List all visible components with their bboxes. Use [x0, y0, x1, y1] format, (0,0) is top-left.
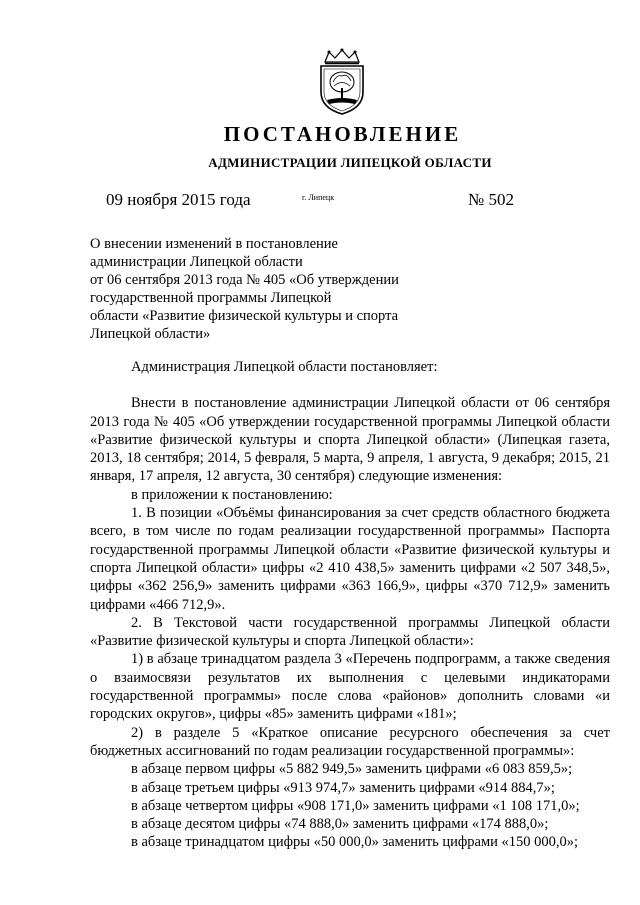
subject-line: администрации Липецкой области	[90, 254, 303, 270]
body-paragraph: 2. В Текстовой части государственной программы Липецкой области «Развитие физической культуры и спорта Липецкой области»:	[90, 614, 610, 650]
document-city: г. Липецк	[302, 193, 335, 202]
body-paragraph: в абзаце тринадцатом цифры «50 000,0» заменить цифрами «150 000,0»;	[131, 834, 579, 851]
body-paragraph: в абзаце десятом цифры «74 888,0» заменить цифрами «174 888,0»;	[131, 816, 549, 833]
body-paragraph: в абзаце четвертом цифры «908 171,0» заменить цифрами «1 108 171,0»;	[131, 797, 580, 814]
body-paragraph: в абзаце третьем цифры «913 974,7» заменить цифрами «914 884,7»;	[131, 779, 555, 796]
body-paragraph: в абзаце первом цифры «5 882 949,5» заменить цифрами «6 083 859,5»;	[131, 761, 573, 778]
document-body	[90, 358, 610, 852]
body-paragraph: Администрация Липецкой области постановляет:	[131, 359, 438, 375]
document-date: 09 ноября 2015 года	[106, 190, 251, 209]
body-paragraph: 1. В позиции «Объёмы финансирования за счет средств областного бюджета всего, в том числе по годам реализации государственной программы» Паспорта государственной программы Липецкой области «Развитие физической культуры и спорта Липецкой области» цифры «2 410 438,5» заменить цифрами «2 507 348,5», цифры «362 256,9» заменить цифрами «363 166,9», цифры «370 712,9» заменить цифрами «466 712,9».	[90, 505, 610, 613]
subject-line: от 06 сентября 2013 года № 405 «Об утверждении	[90, 272, 399, 288]
subject-block	[90, 235, 450, 343]
document-title: ПОСТАНОВЛЕНИЕ	[223, 122, 462, 146]
document-subtitle: АДМИНИСТРАЦИИ ЛИПЕЦКОЙ ОБЛАСТИ	[208, 155, 492, 170]
body-paragraph: Внести в постановление администрации Липецкой области от 06 сентября 2013 года № 405 «Об утверждении государственной программы Липецкой области «Развитие физической культуры и спорта Липецкой области» (Липецкая газета, 2013, 18 сентября; 2014, 5 февраля, 5 марта, 9 апреля, 1 августа, 9 декабря; 2015, 21 января, 17 апреля, 12 августа, 30 сентября) следующие изменения:	[90, 395, 610, 485]
body-paragraph: в приложении к постановлению:	[131, 486, 333, 503]
body-paragraph: 1) в абзаце тринадцатом раздела 3 «Перечень подпрограмм, а также сведения о взаимосвязи результатов их выполнения с целевыми индикаторами государственной программы» после слова «районов» дополнить словами «и городских округов», цифры «85» заменить цифрами «181»;	[90, 651, 610, 723]
coat-of-arms-emblem	[311, 48, 373, 116]
subject-line: Липецкой области»	[90, 326, 211, 342]
body-paragraph: 2) в разделе 5 «Краткое описание ресурсного обеспечения за счет бюджетных ассигнований по годам реализации государственной программы»:	[90, 724, 610, 759]
subject-line: О внесении изменений в постановление	[90, 236, 338, 252]
subject-line: государственной программы Липецкой	[90, 290, 332, 306]
document-number: № 502	[468, 190, 514, 209]
subject-line: области «Развитие физической культуры и спорта	[90, 308, 399, 324]
